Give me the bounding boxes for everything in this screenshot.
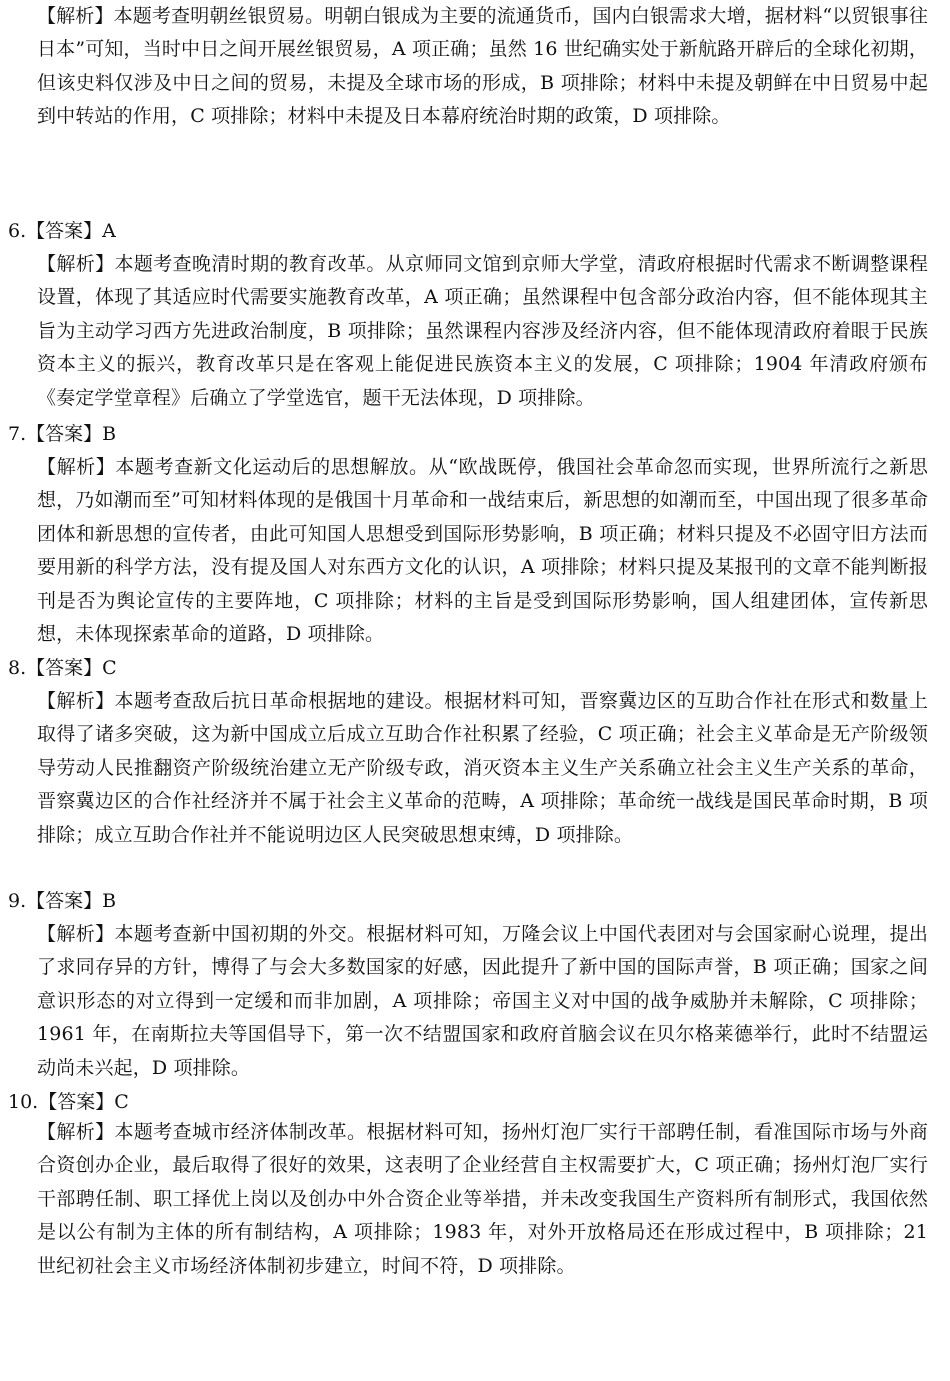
question-7-answer: 7.【答案】B bbox=[8, 423, 117, 445]
question-5-analysis: 【解析】本题考查明朝丝银贸易。明朝白银成为主要的流通货币，国内白银需求大增，据材料“以贸银事往日本”可知，当时中日之间开展丝银贸易，A 项正确；虽然 16 世纪确实处于新航路开辟后的全球化初期，但该史料仅涉及中日之间的贸易，未提及全球市场的形成，B 项排除；材料中未提及朝鲜在中日贸易中起到中转站的作用，C 项排除；材料中未提及日本幕府统治时期的政策，D 项排除。 bbox=[37, 5, 928, 128]
question-8-answer: 8.【答案】C bbox=[8, 657, 117, 679]
question-6-answer: 6.【答案】A bbox=[8, 220, 116, 242]
question-9-answer: 9.【答案】B bbox=[8, 890, 117, 912]
question-10-answer: 10.【答案】C bbox=[8, 1091, 129, 1113]
question-7-analysis: 【解析】本题考查新文化运动后的思想解放。从“欧战既停，俄国社会革命忽而实现，世界所流行之新思想，乃如潮而至”可知材料体现的是俄国十月革命和一战结束后，新思想的如潮而至，中国出现了很多革命团体和新思想的宣传者，由此可知国人思想受到国际形势影响，B 项正确；材料只提及不必固守旧方法而要用新的科学方法，没有提及国人对东西方文化的认识，A 项排除；材料只提及某报刊的文章不能判断报刊是否为舆论宣传的主要阵地，C 项排除；材料的主旨是受到国际形势影响，国人组建团体，宣传新思想，未体现探索革命的道路，D 项排除。 bbox=[37, 456, 928, 646]
question-6-analysis: 【解析】本题考查晚清时期的教育改革。从京师同文馆到京师大学堂，清政府根据时代需求不断调整课程设置，体现了其适应时代需要实施教育改革，A 项正确；虽然课程中包含部分政治内容，但不能体现其主旨为主动学习西方先进政治制度，B 项排除；虽然课程内容涉及经济内容，但不能体现清政府着眼于民族资本主义的振兴，教育改革只是在客观上能促进民族资本主义的发展，C 项排除；1904 年清政府颁布《奏定学堂章程》后确立了学堂选官，题干无法体现，D 项排除。 bbox=[37, 253, 928, 409]
question-9-analysis: 【解析】本题考查新中国初期的外交。根据材料可知，万隆会议上中国代表团对与会国家耐心说理，提出了求同存异的方针，博得了与会大多数国家的好感，因此提升了新中国的国际声誉，B 项正确；国家之间意识形态的对立得到一定缓和而非加剧，A 项排除；帝国主义对中国的战争威胁并未解除，C 项排除；1961 年，在南斯拉夫等国倡导下，第一次不结盟国家和政府首脑会议在贝尔格莱德举行，此时不结盟运动尚未兴起，D 项排除。 bbox=[37, 923, 928, 1079]
question-8-analysis: 【解析】本题考查敌后抗日革命根据地的建设。根据材料可知，晋察冀边区的互助合作社在形式和数量上取得了诸多突破，这为新中国成立后成立互助合作社积累了经验，C 项正确；社会主义革命是无产阶级领导劳动人民推翻资产阶级统治建立无产阶级专政，消灭资本主义生产关系确立社会主义生产关系的革命，晋察冀边区的合作社经济并不属于社会主义革命的范畴，A 项排除；革命统一战线是国民革命时期，B 项排除；成立互助合作社并不能说明边区人民突破思想束缚，D 项排除。 bbox=[37, 690, 928, 846]
question-10-analysis: 【解析】本题考查城市经济体制改革。根据材料可知，扬州灯泡厂实行干部聘任制，看准国际市场与外商合资创办企业，最后取得了很好的效果，这表明了企业经营自主权需要扩大，C 项正确；扬州灯泡厂实行干部聘任制、职工择优上岗以及创办中外合资企业等举措，并未改变我国生产资料所有制形式，我国依然是以公有制为主体的所有制结构，A 项排除；1983 年，对外开放格局还在形成过程中，B 项排除；21 世纪初社会主义市场经济体制初步建立，时间不符，D 项排除。 bbox=[37, 1121, 928, 1277]
